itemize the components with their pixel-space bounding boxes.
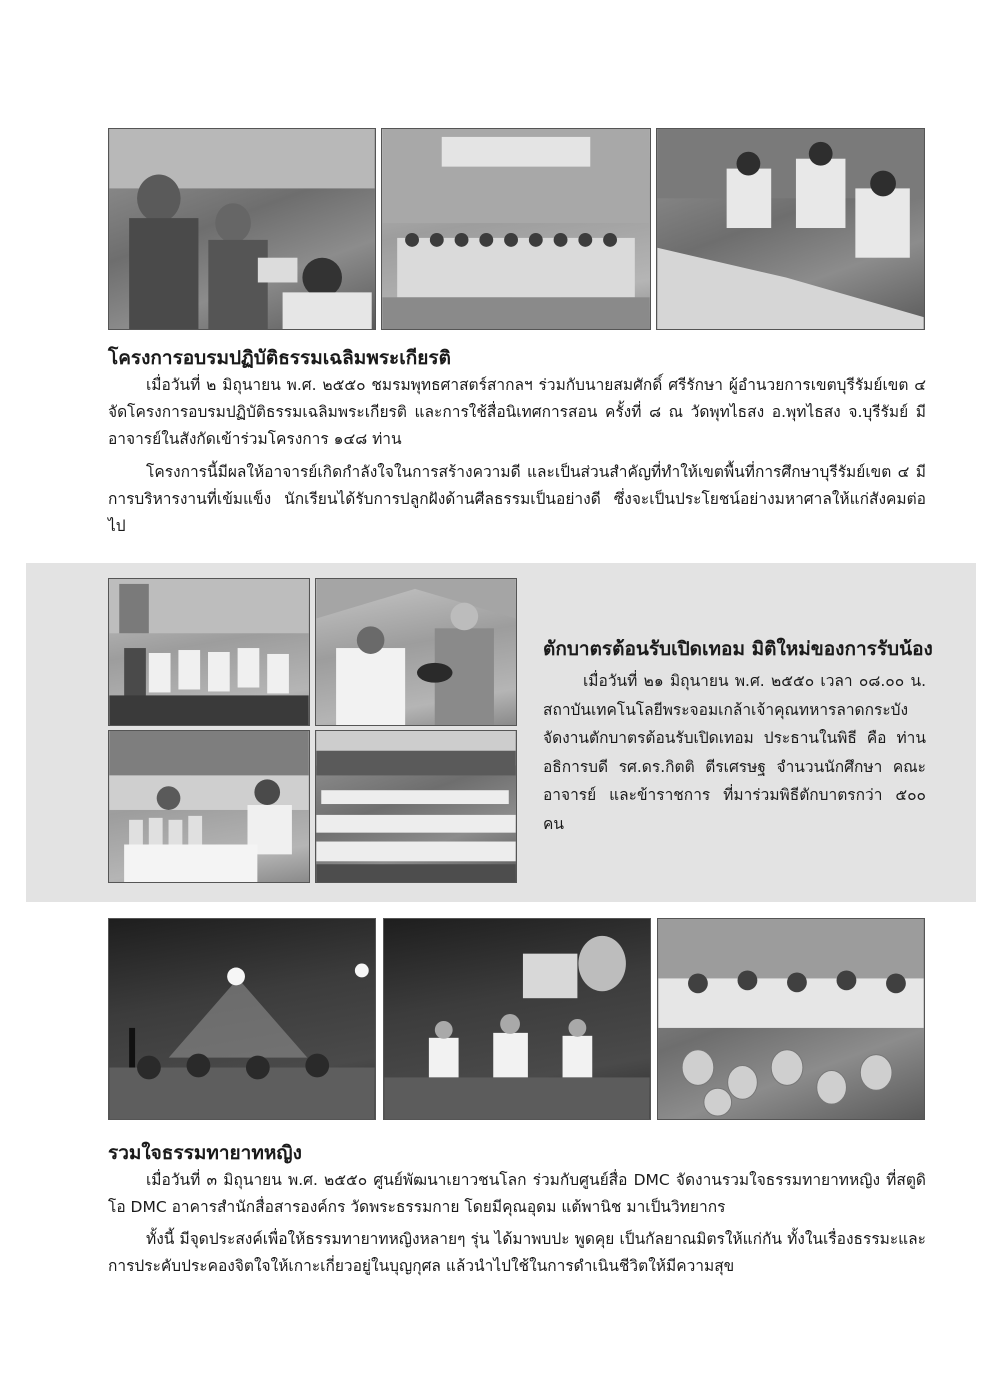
section1-paragraph-1: เมื่อวันที่ ๒ มิถุนายน พ.ศ. ๒๕๕๐ ชมรมพุทธศาสตร์สากลฯ ร่วมกับนายสมศักดิ์ ศรีรักษา ผู้อำนวยการเขตบุรีรัมย์เขต ๔ จัดโครงการอบรมปฏิบัติธรรมเฉลิมพระเกียรติ และการใช้สื่อนิเทศการสอน ครั้งที่ ๘ ณ วัดพุทไธสง อ.พุทไธสง จ.บุรีรัมย์ มีอาจารย์ในสังกัดเข้าร่วมโครงการ ๑๔๘ ท่าน — [108, 376, 926, 448]
section2-title: ตักบาตรต้อนรับเปิดเทอม มิติใหม่ของการรับน้อง — [543, 638, 933, 660]
photo-studio-audience — [108, 918, 376, 1120]
photo-monks-teachers — [108, 128, 376, 330]
photo-meditation-hall — [381, 128, 651, 330]
photo-alms-line — [108, 578, 310, 726]
photo-president-giving-alms — [315, 578, 517, 726]
section3-paragraph-1: เมื่อวันที่ ๓ มิถุนายน พ.ศ. ๒๕๕๐ ศูนย์พัฒนาเยาวชนโลก ร่วมกับศูนย์สื่อ DMC จัดงานรวมใจธรรมทายาทหญิง ที่สตูดิโอ DMC อาคารสำนักสื่อสารองค์กร วัดพระธรรมกาย โดยมีคุณอุดม แต้พานิช มาเป็นวิทยากร — [108, 1171, 926, 1216]
section3-paragraph-2: ทั้งนี้ มีจุดประสงค์เพื่อให้ธรรมทายาทหญิงหลายๆ รุ่น ได้มาพบปะ พูดคุย เป็นกัลยาณมิตรให้แก่กัน ทั้งในเรื่องธรรมะและการประคับประคองจิตใจให้เกาะเกี่ยวอยู่ในบุญกุศล แล้วนำไปใช้ในการดำเนินชีวิตให้มีความสุข — [108, 1230, 926, 1275]
photo-stage-speakers — [383, 918, 651, 1120]
section1-paragraph-2: โครงการนี้มีผลให้อาจารย์เกิดกำลังใจในการสร้างความดี และเป็นส่วนสำคัญที่ทำให้เขตพื้นที่การศึกษาบุรีรัมย์เขต ๔ มีการบริหารงานที่เข้มแข็ง นักเรียนได้รับการปลูกฝังด้านศีลธรรมเป็นอย่างดี ซึ่งจะเป็นประโยชน์อย่างมหาศาลให้แก่สังคมต่อไป — [108, 463, 926, 535]
photo-offering-table — [108, 730, 310, 883]
photo-releasing-fish — [656, 128, 925, 330]
photo-students-seated-field — [315, 730, 517, 883]
section2-paragraph-1: เมื่อวันที่ ๒๑ มิถุนายน พ.ศ. ๒๕๕๐ เวลา ๐๘.๐๐ น. สถาบันเทคโนโลยีพระจอมเกล้าเจ้าคุณทหารลาดกระบัง จัดงานตักบาตรต้อนรับเปิดเทอม ประธานในพิธี คือ ท่านอธิการบดี รศ.ดร.กิตติ ตีรเศรษฐ จำนวนนักศึกษา คณะอาจารย์ และข้าราชการ ที่มาร่วมพิธีตักบาตรกว่า ๕๐๐ คน — [543, 672, 926, 833]
section1-title: โครงการอบรมปฏิบัติธรรมเฉลิมพระเกียรติ — [108, 347, 451, 369]
section3-title: รวมใจธรรมทายาทหญิง — [108, 1142, 302, 1164]
photo-balloons-audience — [657, 918, 925, 1120]
